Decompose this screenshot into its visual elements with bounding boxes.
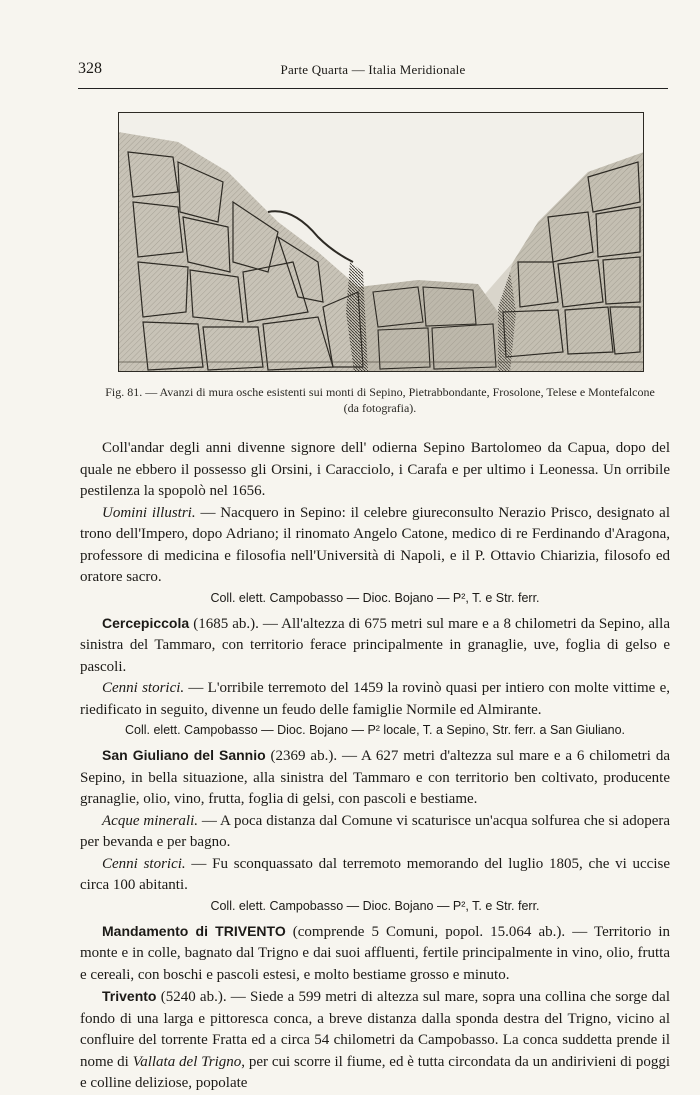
paragraph-text: (1685 ab.). — All'altezza di 675 metri sul mare e a 8 chilometri da Sepino, alla sinistra del Tammaro, con territorio ferace principalmente in granaglie, uve, foglia di gelso e pascoli.	[80, 615, 670, 675]
paragraph-text: — Fu sconquassato dal terremoto memorando del luglio 1805, che vi uccise circa 100 abitanti.	[80, 855, 670, 893]
section-label: Cenni storici.	[102, 855, 186, 872]
entry-heading: Cercepiccola	[102, 614, 190, 631]
paragraph	[80, 921, 670, 987]
paragraph	[80, 678, 670, 721]
paragraph-text: , per cui scorre il fiume, ed è tutta circondata da un andirivieni di poggi e colline deliziose, popolate	[80, 1053, 670, 1091]
ancient-wall-engraving	[118, 112, 644, 372]
figure-caption: Fig. 81. — Avanzi di mura osche esistenti sui monti di Sepino, Pietrabbondante, Frosolone, Telese e Montefalcone (da fotografia).	[105, 385, 655, 415]
page-number: 328	[78, 60, 102, 77]
paragraph-text: — L'orribile terremoto del 1459 la rovinò quasi per intiero con molte vittime e, riedificato in seguito, divenne un feudo delle famiglie Normile ed Almirante.	[80, 680, 670, 718]
paragraph-text: — Nacquero in Sepino: il celebre giureconsulto Nerazio Prisco, designato al trono dell'Impero, dopo Adriano; il rinomato Angelo Catone, medico di re Ferdinando d'Aragona, professore di medicina e filosofia nell'Università di Napoli, e il P. Ottavio Chiarizia, filosofo ed oratore sacro.	[80, 504, 670, 585]
running-title: Parte Quarta — Italia Meridionale	[280, 62, 466, 77]
paragraph-text: (2369 ab.). — A 627 metri d'altezza sul mare e a 6 chilometri da Sepino, in bella situazione, alla sinistra del Tammaro e con territorio ben coltivato, producente granaglie, olio, vino, frutta, foglia di gelsi, con pascoli e bestiame.	[80, 748, 670, 807]
paragraph-text: — A poca distanza dal Comune vi scaturisce un'acqua solfurea che si adopera per bevanda e per bagno.	[80, 812, 671, 850]
entry-heading: Trivento	[102, 988, 157, 1004]
body-text	[80, 438, 670, 1095]
admin-note: Coll. elett. Campobasso — Dioc. Bojano — P² locale, T. a Sepino, Str. ferr. a San Giuliano.	[124, 723, 626, 737]
paragraph	[80, 503, 670, 589]
entry-heading: San Giuliano del Sannio	[102, 747, 266, 763]
section-label: Uomini illustri.	[102, 504, 196, 521]
paragraph	[80, 854, 670, 897]
paragraph	[80, 986, 670, 1095]
admin-note: Coll. elett. Campobasso — Dioc. Bojano — P², T. e Str. ferr.	[210, 590, 540, 605]
paragraph	[80, 613, 670, 679]
header-rule	[78, 88, 668, 89]
paragraph-text: (5240 ab.). — Siede a 599 metri di altezza sul mare, sopra una collina che sorge dal fondo di una larga e pittoresca conca, a breve distanza dalla sponda destra del Trigno, vicino al confluire del torrente Fratta ed a circa 54 chilometri da Campobasso. La conca suddetta prende il nome di	[80, 989, 670, 1070]
entry-heading: Mandamento di TRIVENTO	[102, 922, 286, 939]
section-label: Acque minerali.	[102, 812, 198, 829]
paragraph: Coll'andar degli anni divenne signore dell' odierna Sepino Bartolomeo da Capua, dopo del quale ne ebbero il possesso gli Orsini, i Caracciolo, i Carafa e per ultimo i Leonessa. Un orribile pestilenza la spopolò nel 1656.	[80, 440, 670, 499]
paragraph-text: (comprende 5 Comuni, popol. 15.064 ab.). — Territorio in monte e in colle, bagnato dal Trigno e dai suoi affluenti, fertile principalmente in vino, olio, frutta e cereali, con boschi e pascoli estesi, e molto bestiame grosso e minuto.	[80, 923, 670, 983]
section-label: Cenni storici.	[102, 680, 185, 696]
place-name: Vallata del Trigno	[132, 1053, 242, 1070]
admin-note: Coll. elett. Campobasso — Dioc. Bojano — P², T. e Str. ferr.	[210, 898, 540, 913]
figure-illustration	[118, 112, 644, 372]
paragraph	[80, 745, 670, 811]
page-header	[78, 60, 668, 84]
paragraph	[80, 811, 670, 854]
